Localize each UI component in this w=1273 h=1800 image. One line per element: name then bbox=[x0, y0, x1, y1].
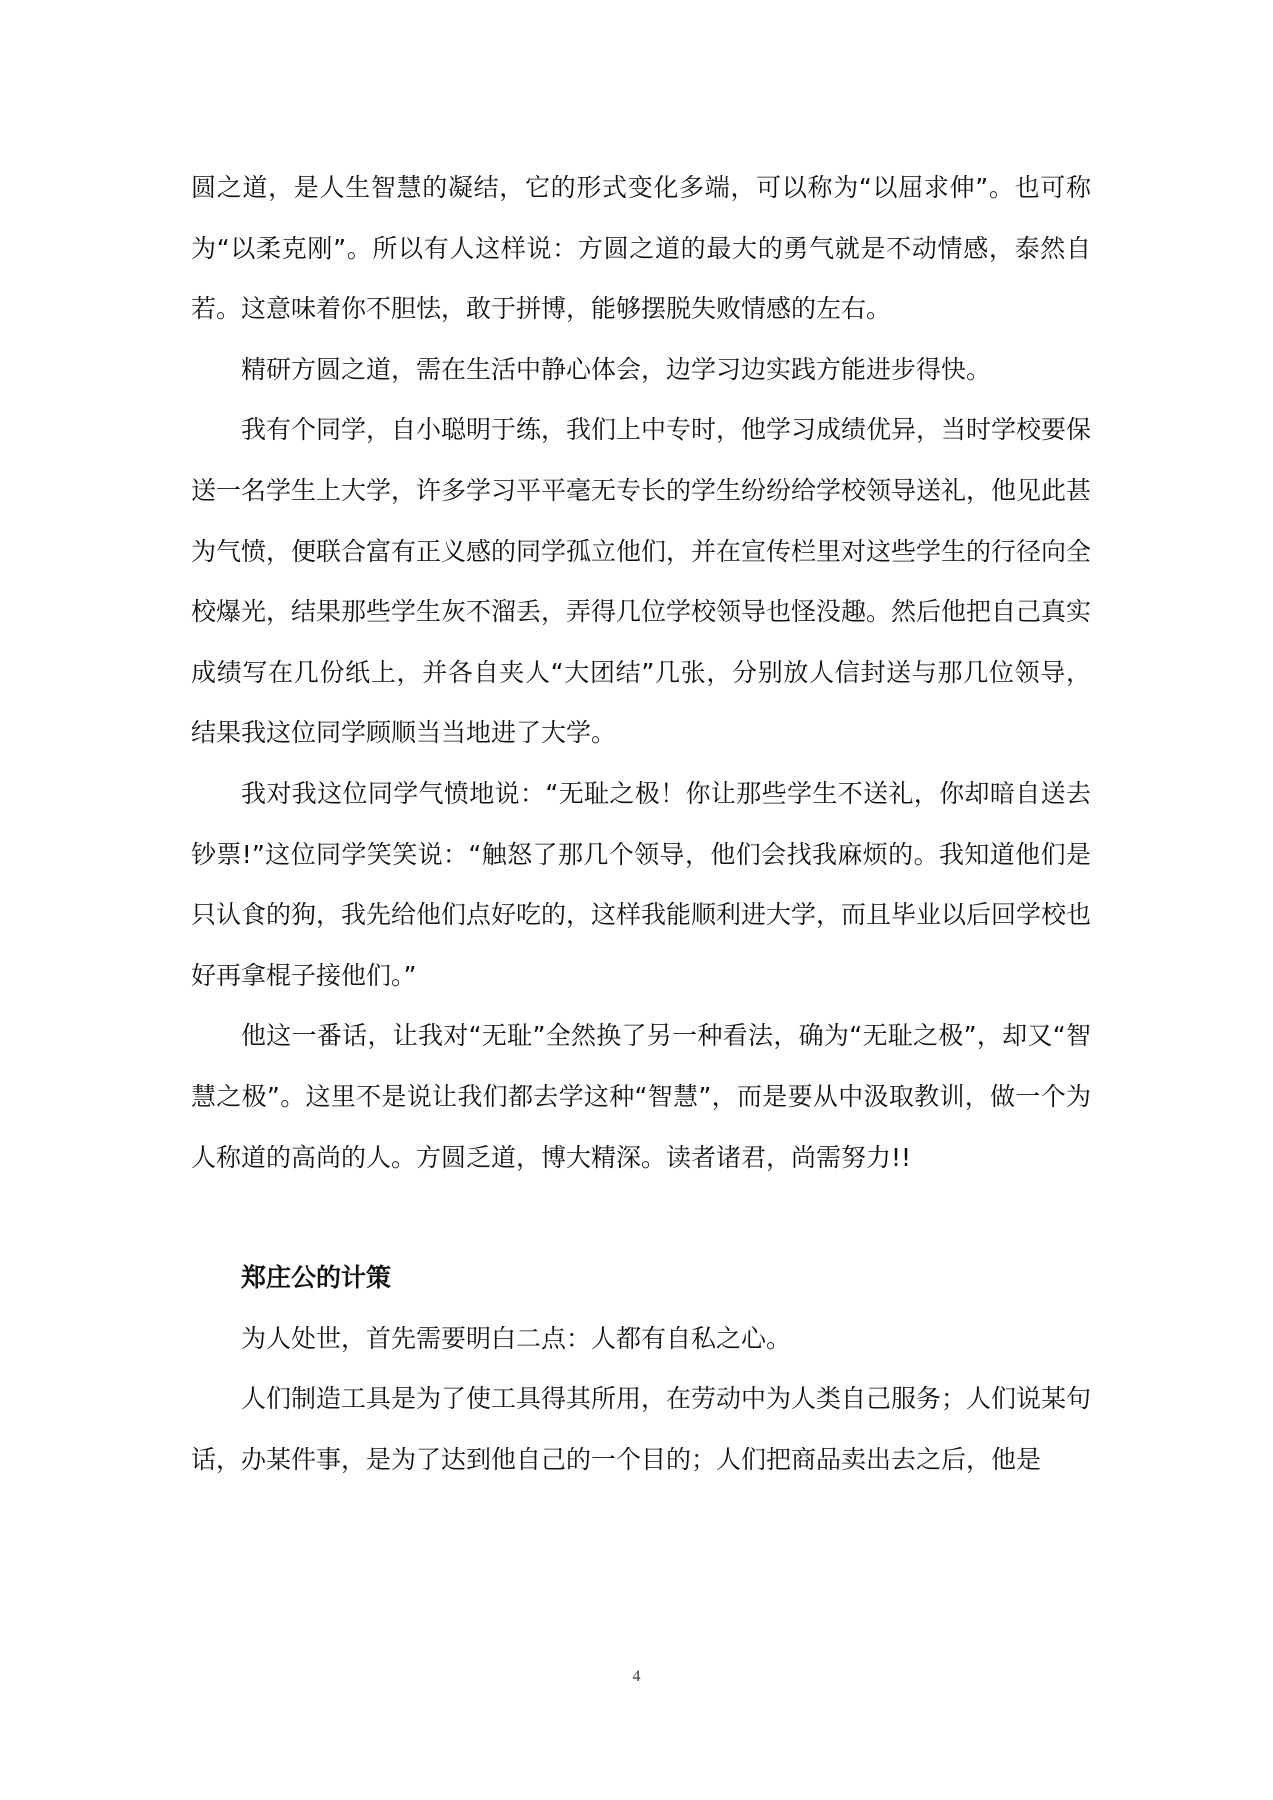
paragraph: 圆之道，是人生智慧的凝结，它的形式变化多端，可以称为“以屈求伸”。也可称为“以柔克刚”。所以有人这样说：方圆之道的最大的勇气就是不动情感，泰然自若。这意味着你不胆怯，敢于拼博，能够摆脱失败情感的左右。 bbox=[191, 173, 1091, 324]
page-number: 4 bbox=[632, 1668, 641, 1685]
paragraph: 精研方圆之道，需在生活中静心体会，边学习边实践方能进步得快。 bbox=[241, 354, 992, 384]
paragraph: 为人处世，首先需要明白二点：人都有自私之心。 bbox=[241, 1323, 792, 1353]
paragraph: 他这一番话，让我对“无耻”全然换了另一种看法，确为“无耻之极”，却又“智慧之极”。这里不是说让我们都去学这种“智慧”，而是要从中汲取教训，做一个为人称道的高尚的人。方圆乏道，博大精深。读者诸君，尚需努力!! bbox=[191, 1021, 1091, 1172]
section-heading: 郑庄公的计策 bbox=[241, 1263, 392, 1293]
paragraph: 人们制造工具是为了使工具得其所用，在劳动中为人类自己服务；人们说某句话，办某件事，是为了达到他自己的一个目的；人们把商品卖出去之后，他是 bbox=[191, 1384, 1092, 1474]
paragraph: 我对我这位同学气愤地说：“无耻之极！你让那些学生不送礼，你却暗自送去钞票!”这位同学笑笑说：“触怒了那几个领导，他们会找我麻烦的。我知道他们是只认食的狗，我先给他们点好吃的，这样我能顺利进大学，而且毕业以后回学校也好再拿棍子接他们。” bbox=[191, 778, 1092, 990]
document-body bbox=[191, 158, 1091, 1490]
paragraph: 我有个同学，自小聪明于练，我们上中专时，他学习成绩优异，当时学校要保送一名学生上大学，许多学习平平毫无专长的学生纷纷给学校领导送礼，他见此甚为气愤，便联合富有正义感的同学孤立他们，并在宣传栏里对这些学生的行径向全校爆光，结果那些学生灰不溜丢，弄得几位学校领导也怪没趣。然后他把自己真实成绩写在几份纸上，并各自夹人“大团结”几张，分别放人信封送与那几位领导，结果我这位同学顾顺当当地进了大学。 bbox=[191, 415, 1092, 748]
